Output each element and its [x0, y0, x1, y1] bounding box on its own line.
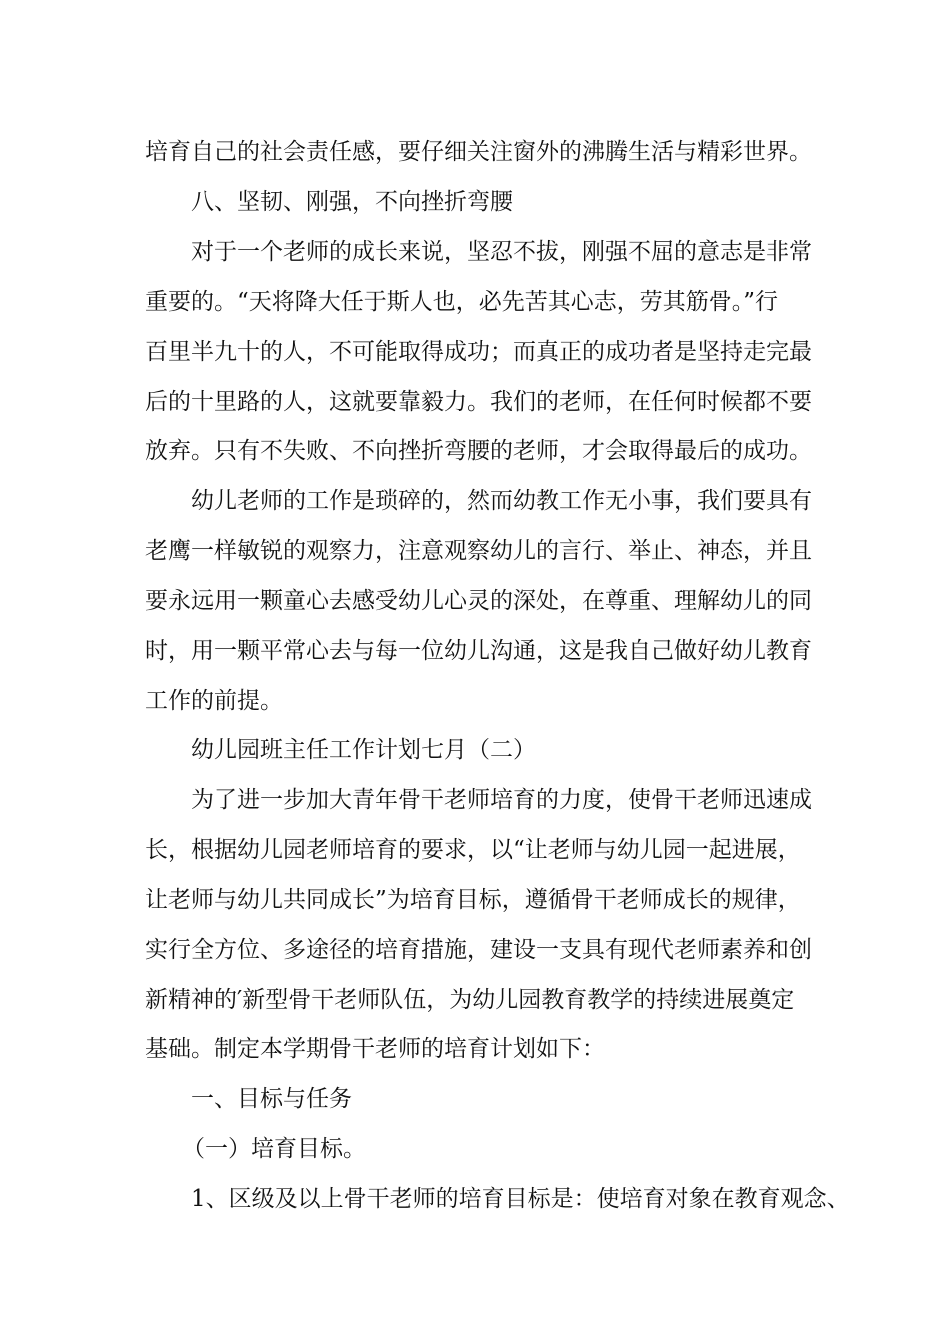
section-heading: 一、目标与任务 [191, 1086, 352, 1112]
subsection-heading: （一）培育目标。 [182, 1136, 366, 1162]
text-line: 新精神的′新型骨干老师队伍，为幼儿园教育教学的持续进展奠定 [145, 987, 795, 1013]
text-line: 为了进一步加大青年骨干老师培育的力度，使骨干老师迅速成 [191, 787, 812, 813]
text-line: 要永远用一颗童心去感受幼儿心灵的深处，在尊重、理解幼儿的同 [145, 588, 812, 614]
text-line: 重要的。“天将降大任于斯人也，必先苦其心志，劳其筋骨。”行 [145, 289, 779, 315]
text-line: 基础。制定本学期骨干老师的培育计划如下： [145, 1036, 605, 1062]
text-line: 百里半九十的人，不可能取得成功；而真正的成功者是坚持走完最 [145, 339, 812, 365]
text-line: 长，根据幼儿园老师培育的要求，以“让老师与幼儿园一起进展， [145, 837, 801, 863]
text-line: 老鹰一样敏锐的观察力，注意观察幼儿的言行、举止、神态，并且 [145, 538, 812, 564]
text-line: 放弃。只有不失败、不向挫折弯腰的老师，才会取得最后的成功。 [145, 438, 812, 464]
text-line: 实行全方位、多途径的培育措施，建设一支具有现代老师素养和创 [145, 937, 812, 963]
text-line: 对于一个老师的成长来说，坚忍不拔，刚强不屈的意志是非常 [191, 239, 812, 265]
text-line: 后的十里路的人，这就要靠毅力。我们的老师，在任何时候都不要 [145, 389, 812, 415]
section-heading: 八、坚韧、刚强，不向挫折弯腰 [191, 189, 513, 215]
text-line: 让老师与幼儿共同成长”为培育目标，遵循骨干老师成长的规律， [145, 887, 801, 913]
text-line: 1、区级及以上骨干老师的培育目标是：使培育对象在教育观念、 [191, 1186, 850, 1212]
document-subtitle: 幼儿园班主任工作计划七月（二） [191, 737, 536, 763]
text-line: 工作的前提。 [145, 688, 283, 714]
text-line: 培育自己的社会责任感，要仔细关注窗外的沸腾生活与精彩世界。 [145, 139, 812, 165]
text-line: 时，用一颗平常心去与每一位幼儿沟通，这是我自己做好幼儿教育 [145, 638, 812, 664]
text-line: 幼儿老师的工作是琐碎的，然而幼教工作无小事，我们要具有 [191, 488, 812, 514]
